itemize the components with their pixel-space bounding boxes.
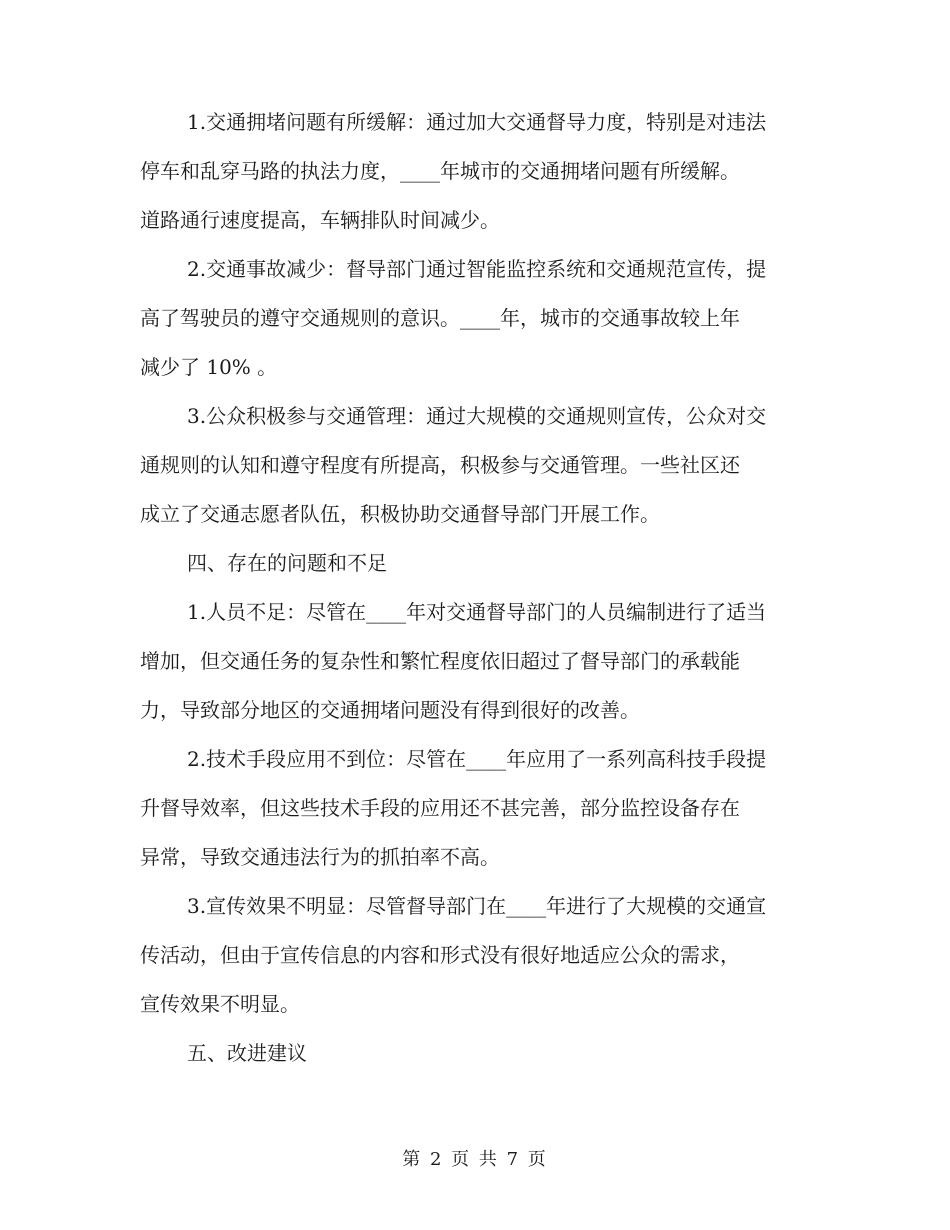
text-line: 3.宣传效果不明显：尽管督导部门在____年进行了大规模的交通宣 bbox=[187, 894, 767, 918]
text-line: 异常，导致交通违法行为的抓拍率不高。 bbox=[140, 845, 500, 869]
text-line: 停车和乱穿马路的执法力度，____年城市的交通拥堵问题有所缓解。 bbox=[140, 159, 740, 183]
text-line: 道路通行速度提高，车辆排队时间减少。 bbox=[140, 208, 500, 232]
text-line: 成立了交通志愿者队伍，积极协助交通督导部门开展工作。 bbox=[140, 502, 660, 526]
paragraph-accidents-reduced bbox=[140, 245, 815, 392]
text-line: 1.交通拥堵问题有所缓解：通过加大交通督导力度，特别是对违法 bbox=[187, 110, 767, 134]
text-line: 升督导效率，但这些技术手段的应用还不甚完善，部分监控设备存在 bbox=[140, 796, 740, 820]
paragraph-technology-shortfall bbox=[140, 735, 815, 882]
text-line: 通规则的认知和遵守程度有所提高，积极参与交通管理。一些社区还 bbox=[140, 453, 740, 477]
text-line: 1.人员不足：尽管在____年对交通督导部门的人员编制进行了适当 bbox=[187, 600, 767, 624]
text-line: 2.交通事故减少：督导部门通过智能监控系统和交通规范宣传，提 bbox=[187, 257, 767, 281]
paragraph-publicity-effect bbox=[140, 882, 815, 1029]
paragraph-traffic-congestion-eased bbox=[140, 98, 815, 245]
text-line: 2.技术手段应用不到位：尽管在____年应用了一系列高科技手段提 bbox=[187, 747, 767, 771]
text-line: 宣传效果不明显。 bbox=[140, 992, 300, 1016]
text-line: 3.公众积极参与交通管理：通过大规模的交通规则宣传，公众对交 bbox=[187, 404, 767, 428]
text-line: 高了驾驶员的遵守交通规则的意识。____年，城市的交通事故较上年 bbox=[140, 306, 740, 330]
text-line: 增加，但交通任务的复杂性和繁忙程度依旧超过了督导部门的承载能 bbox=[140, 649, 740, 673]
text-line: 传活动，但由于宣传信息的内容和形式没有很好地适应公众的需求， bbox=[140, 943, 740, 967]
page-number-footer: 第 2 页 共 7 页 bbox=[402, 1149, 548, 1170]
section-heading-suggestions: 五、改进建议 bbox=[187, 1041, 307, 1065]
document-body bbox=[140, 98, 815, 1078]
section-heading-problems: 四、存在的问题和不足 bbox=[187, 551, 387, 575]
text-line: 力，导致部分地区的交通拥堵问题没有得到很好的改善。 bbox=[140, 698, 640, 722]
paragraph-staff-shortage bbox=[140, 588, 815, 735]
text-line: 减少了 10% 。 bbox=[140, 355, 278, 379]
paragraph-public-participation bbox=[140, 392, 815, 539]
